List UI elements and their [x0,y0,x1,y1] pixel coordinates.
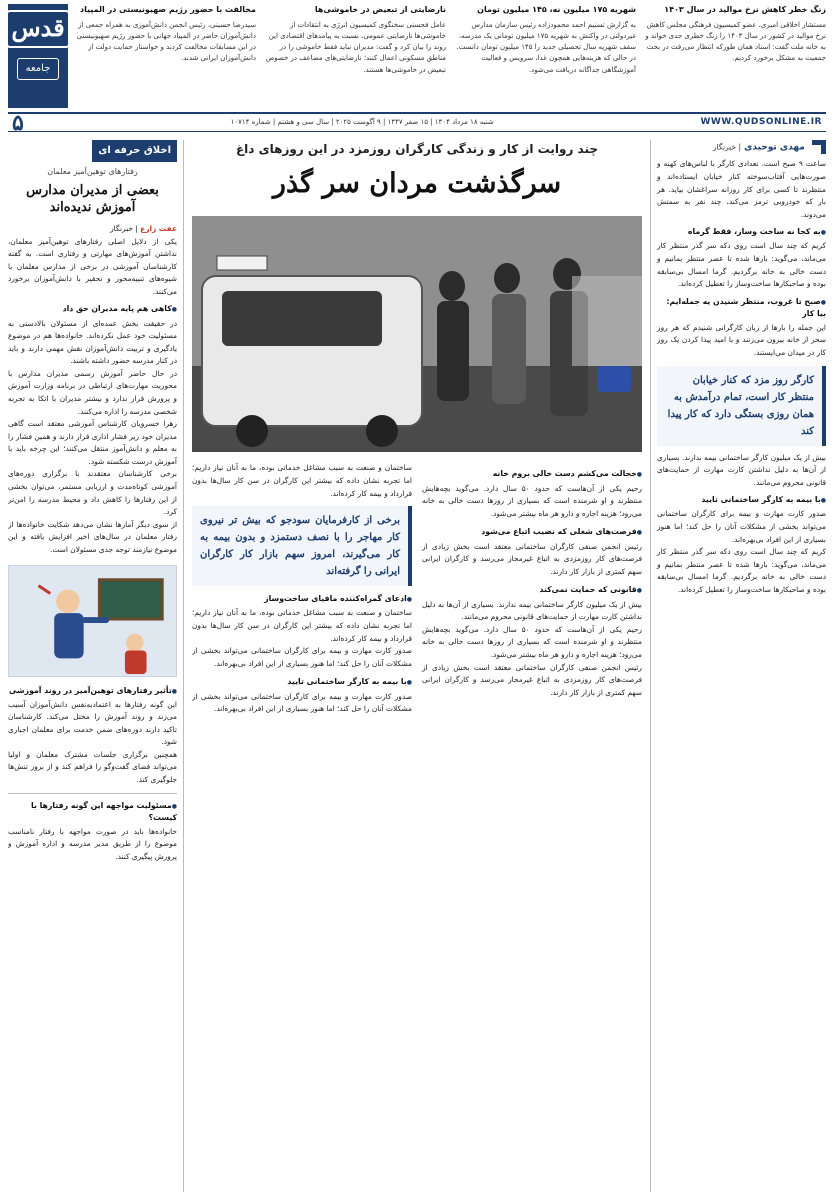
main-story [192,140,642,1192]
paragraph: این گونه رفتارها به اعتمادبه‌نفس دانش‌آموزان آسیب می‌زند و روند آموزش را مختل می‌کند. کارشناسان تاکید دارند دوره‌های ضمن خدمت برای معلمان اجباری شود. [8,699,177,747]
quds-logo: قدس [6,10,69,48]
sidebar-kicker: رفتارهای توهین‌آمیز معلمان [47,166,138,176]
teaser-title: نارضایتی از تبعیض در خاموشی‌ها [314,5,446,14]
paragraph: خانواده‌ها باید در صورت مواجهه با رفتار نامناسب موضوع را از طریق مدیر مدرسه و اداره آموزش و پرورش پیگیری کنند. [8,826,177,861]
news-teasers [74,4,826,108]
byline-role: | خبرنگار [712,142,741,152]
paragraph: صدور کارت مهارت و بیمه برای کارگران ساختمانی می‌تواند بخشی از مشکلات آنان را حل کند؛ اما هنوز بسیاری از این افراد بی‌بهره‌اند. [192,646,412,668]
paragraph: برخی کارشناسان معتقدند با برگزاری دوره‌های آموزشی کوتاه‌مدت و ارزیابی مستمر، می‌توان بخشی از این رفتارها را کاهش داد و محیط مدرسه را امن‌تر کرد. [8,469,177,517]
teaser-title: زنگ خطر کاهش نرخ موالید در سال ۱۴۰۳ [664,5,826,14]
paragraph: رئیس انجمن صنفی کارگران ساختمانی معتقد است بخش زیادی از فرصت‌های کار روزمزدی به اتباع غیرمجاز می‌رسد و کارگران ایرانی سهم کمتری از بازار کار دارند. [422,662,642,697]
story-column-2 [192,462,412,715]
top-bar [8,4,826,108]
paragraph: صدور کارت مهارت و بیمه برای کارگران ساختمانی می‌تواند بخشی از مشکلات آنان را حل کند؛ اما هنوز بسیاری از این افراد بی‌بهره‌اند. [657,509,826,544]
page-bar [8,109,826,136]
teaser-text: عامل فحسنی سخنگوی کمیسیون انرژی به انتقادات از خاموشی‌ها نارضایتی عمومی، نسبت به پیامدهای اقتصادی این روند را بیان کرد و گفت: مدیران نباید فقط خاموشی را در مناطق مسکونی اعمال کنند؛ نارضایتی‌های مضاعف در خصوص تبعیض در خاموشی‌ها هستند. [265,20,446,74]
divider [8,793,177,794]
story-headline[interactable]: سرگذشت مردان سر گذر [272,167,562,199]
paragraph: این جمله را بارها از زبان کارگرانی شنیدم که هر روز سحر از خانه بیرون می‌زنند و با امید پیدا کردن یک روز کار در میدان می‌ایستند. [657,322,826,358]
page-number: ۵ [12,109,24,136]
dateline: شنبه ۱۸ مرداد ۱۴۰۴ | ۱۵ صفر ۱۴۴۷ | ۹ آگوست ۲۰۲۵ | سال سی و هشتم | شماره ۱۰۷۱۴ [230,118,494,127]
subhead: ● به کجا نه ساخت وساز، فقط گرماه [657,226,826,238]
taxi-workers-photo [192,216,642,452]
teaser-text: مستشار اخلاقی امیری، عضو کمیسیون فرهنگی مجلس کاهش نرخ موالید در کشور در سال ۱۴۰۳ را زنگ خطری جدی خواند و به خانه ملت گفت: اسناد همان طورکه انتظار می‌رفت در بحث جمعیت به مشکل برخورد کردیم. [645,20,826,63]
paragraph: همچنین برگزاری جلسات مشترک معلمان و اولیا می‌تواند فضای گفت‌وگو را فراهم کند و از بروز تنش‌ها جلوگیری کند. [8,749,177,785]
teaser-text: به گزارش تسنیم احمد محمودزاده رئیس سازمان مدارس غیردولتی در واکنش به شهریه ۱۷۵ میلیون تومانی یک مدرسه، سقف شهریه سال تحصیلی جدید را ۱۴۵ میلیون تومان دانست. در حالی که هزینه‌هایی همچون غذا، سرویس و فعالیت آموزشگاهی جداگانه دریافت می‌شود. [456,20,636,74]
sidebar-byline-line [8,223,177,236]
lede-text: ساعت ۹ صبح است. تعدادی کارگر با لباس‌های کهنه و صورت‌هایی آفتاب‌سوخته کنار خیابان ایستاده‌اند و منتظرند تا کسی برای کار روزانه سراغشان بیاید. هر بار که خودرویی ترمز می‌کند، چند نفر به سمتش می‌دوند. [657,159,826,219]
paragraph: ساختمان و صنعت به سبب مشاغل خدماتی بوده، ما به آنان نیاز داریم؛ اما تجربه نشان داده که بیشتر این کارگران در سن کار سال‌ها بدون قرارداد و بیمه کار کرده‌اند. [192,463,412,498]
paragraph: ساختمان و صنعت به سبب مشاغل خدماتی بوده، ما به آنان نیاز داریم؛ اما تجربه نشان داده که بیشتر این کارگران در سن کار سال‌ها بدون قرارداد و بیمه کار کرده‌اند. [192,608,412,643]
subhead: ● کاهی هم پایه مدیران حق داد [8,303,177,315]
story-body-columns [192,462,642,715]
subhead: ● مسئولیت مواجهه این گونه رفتارها با کیست؟ [8,800,177,824]
sidebar-section-title: اخلاق حرفه ای [92,140,177,162]
subhead: ● ادعای گمراه‌کننده مافیای ساخت‌وساز [192,592,412,605]
story-column-1 [422,462,642,715]
photo-illustration [192,216,642,452]
byline [657,140,826,155]
paragraph: یکی از دلایل اصلی رفتارهای توهین‌آمیز معلمان، نداشتن آموزش‌های مهارتی و رفتاری است. به گفته کارشناسان آموزشی در برخی از مدارس معلمان با شیوه‌های تنبیه‌محور و تحقیر با دانش‌آموزان برخورد می‌کنند. [8,236,177,296]
subhead: ● با بیمه به کارگر ساختمانی تایید [657,494,826,506]
sidebar-byline-role: | خبرنگار [110,223,138,233]
paragraph: کریم که چند سال است روی دکه سر گذر منتظر کار می‌ماند، می‌گوید: بارها شده تا عصر منتظر بمانیم و دست خالی به خانه برگردیم. گرما امسال بی‌سابقه بوده و صاحبکارها ساخت‌وساز را تعطیل کرده‌اند. [657,241,826,289]
sidebar-story [8,140,184,1192]
main-story-lede-column [650,140,826,1192]
paragraph: صدور کارت مهارت و بیمه برای کارگران ساختمانی می‌تواند بخشی از مشکلات آنان را حل کند؛ اما هنوز بسیاری از این افراد بی‌بهره‌اند. [192,691,412,714]
subhead: ● خجالت می‌کشم دست خالی بروم خانه [422,467,642,480]
paragraph: رئیس انجمن صنفی کارگران ساختمانی معتقد است بخش زیادی از فرصت‌های کار روزمزدی به اتباع غیرمجاز می‌رسد و کارگران ایرانی سهم کمتری از بازار کار دارند. [422,541,642,576]
paragraph: رحیم یکی از آن‌هاست که حدود ۵۰ سال دارد. می‌گوید بچه‌هایش منتظرند و او شرمنده است که بسیاری از روزها دست خالی به خانه می‌رود؛ هزینه اجاره و دارو هر ماه بیشتر می‌شود. [422,624,642,659]
paragraph: کریم که چند سال است روی دکه سر گذر منتظر کار می‌ماند، می‌گوید: بارها شده تا عصر منتظر بمانیم و دست خالی به خانه برگردیم. گرما امسال بی‌سابقه بوده و صاحبکارها ساخت‌وساز را تعطیل کرده‌اند. [657,547,826,594]
sidebar-byline: عفت زارع [140,223,177,233]
section-label: جامعه [17,58,60,80]
teaser[interactable] [454,4,636,108]
teacher-cartoon [8,565,177,677]
paragraph: رحیم یکی از آن‌هاست که حدود ۵۰ سال دارد. می‌گوید بچه‌هایش منتظرند و او شرمنده است که بسیاری از روزها دست خالی به خانه می‌رود؛ هزینه اجاره و دارو هر ماه بیشتر می‌شود. [422,483,642,518]
paragraph: از سوی دیگر آمارها نشان می‌دهد شکایت خانواده‌ها از رفتار معلمان در سال‌های اخیر افزایش یافته و این موضوع نیازمند توجه جدی مسئولان است. [8,519,177,554]
subhead: ● با بیمه به کارگر ساختمانی تایید [192,675,412,688]
paragraph: در حقیقت بخش عمده‌ای از مسئولان بالادستی به مسئولیت خود عمل نکرده‌اند. خانواده‌ها هم در موضوع یادگیری و تربیت دانش‌آموزان نقش مهمی دارند و باید در کنار مدرسه حضور داشته باشند. [8,318,177,366]
subhead: ● صبح تا غروب، منتظر شنیدن یه جمله‌ایم: بیا کار [657,296,826,320]
paragraph: بیش از یک میلیون کارگر ساختمانی بیمه ندارند. بسیاری از آن‌ها به دلیل نداشتن کارت مهارت از حمایت‌های قانونی محروم می‌مانند. [657,452,826,487]
story-kicker: چند روایت از کار و زندگی کارگران روزمزد در این روزهای داغ [235,142,599,156]
teaser[interactable] [264,4,446,108]
paragraph: در حال حاضر آموزش رسمی مدیران مدارس با محوریت مهارت‌های ارتباطی در برنامه وزارت آموزش و پرورش قرار ندارد و بیشتر مدیران با اتکا به تجربه شخصی مدرسه را اداره می‌کنند. [8,368,177,416]
site-url[interactable]: WWW.QUDSONLINE.IR [700,116,822,127]
teaser-text: سیدرضا حسینی، رئیس انجمن دانش‌آموزی به همراه جمعی از دانش‌آموزان حاضر در المپیاد جهانی با حضور رژیم صهیونیستی در این مسابقات مخالفت کردند و خواستار حمایت دولت از دانش‌آموزان ایرانی شدند. [76,20,256,63]
paragraph: زهرا خسرویان کارشناس آموزشی معتقد است گاهی مدیران خود زیر فشار اداری قرار دارند و همین فشار را به معلم و دانش‌آموز منتقل می‌کنند؛ این چرخه باید با آموزش درست شکسته شود. [8,419,177,466]
pull-quote: برخی از کارفرمایان سودجو که بیش تر نیروی کار مهاجر را با نصف دستمزد و بدون بیمه به کار می‌گیرند، امروز سهم بازار کار کارگران ایرانی را گرفته‌اند [192,506,412,586]
teaser-title: شهریه ۱۷۵ میلیون نه، ۱۴۵ میلیون تومان [477,5,636,14]
subhead: ● قانونی که حمایت نمی‌کند [422,583,642,596]
paragraph: بیش از یک میلیون کارگر ساختمانی بیمه ندارند. بسیاری از آن‌ها به دلیل نداشتن کارت مهارت از حمایت‌های قانونی محروم می‌مانند. [422,599,642,622]
byline-name: مهدی توحیدی [744,142,805,153]
subhead: ● تأثیر رفتارهای توهین‌آمیز در روند آموزشی [8,685,177,697]
cartoon-illustration [9,566,176,676]
masthead [8,4,68,108]
teaser[interactable] [644,4,826,108]
sidebar-headline[interactable]: بعضی از مدیران مدارس آموزش ندیده‌اند [26,182,159,216]
pull-quote: کارگر روز مزد که کنار خیابان منتظر کار است، تمام درآمدش به همان روزی بستگی دارد که کار پیدا کند [657,366,826,446]
teaser[interactable] [74,4,256,108]
lede-corner-mark [812,140,826,154]
subhead: ● فرصت‌های شغلی که نصیب اتباع می‌شود [422,525,642,538]
teaser-title: مخالفت با حضور رژیم صهیونیستی در المپیاد [80,5,256,14]
